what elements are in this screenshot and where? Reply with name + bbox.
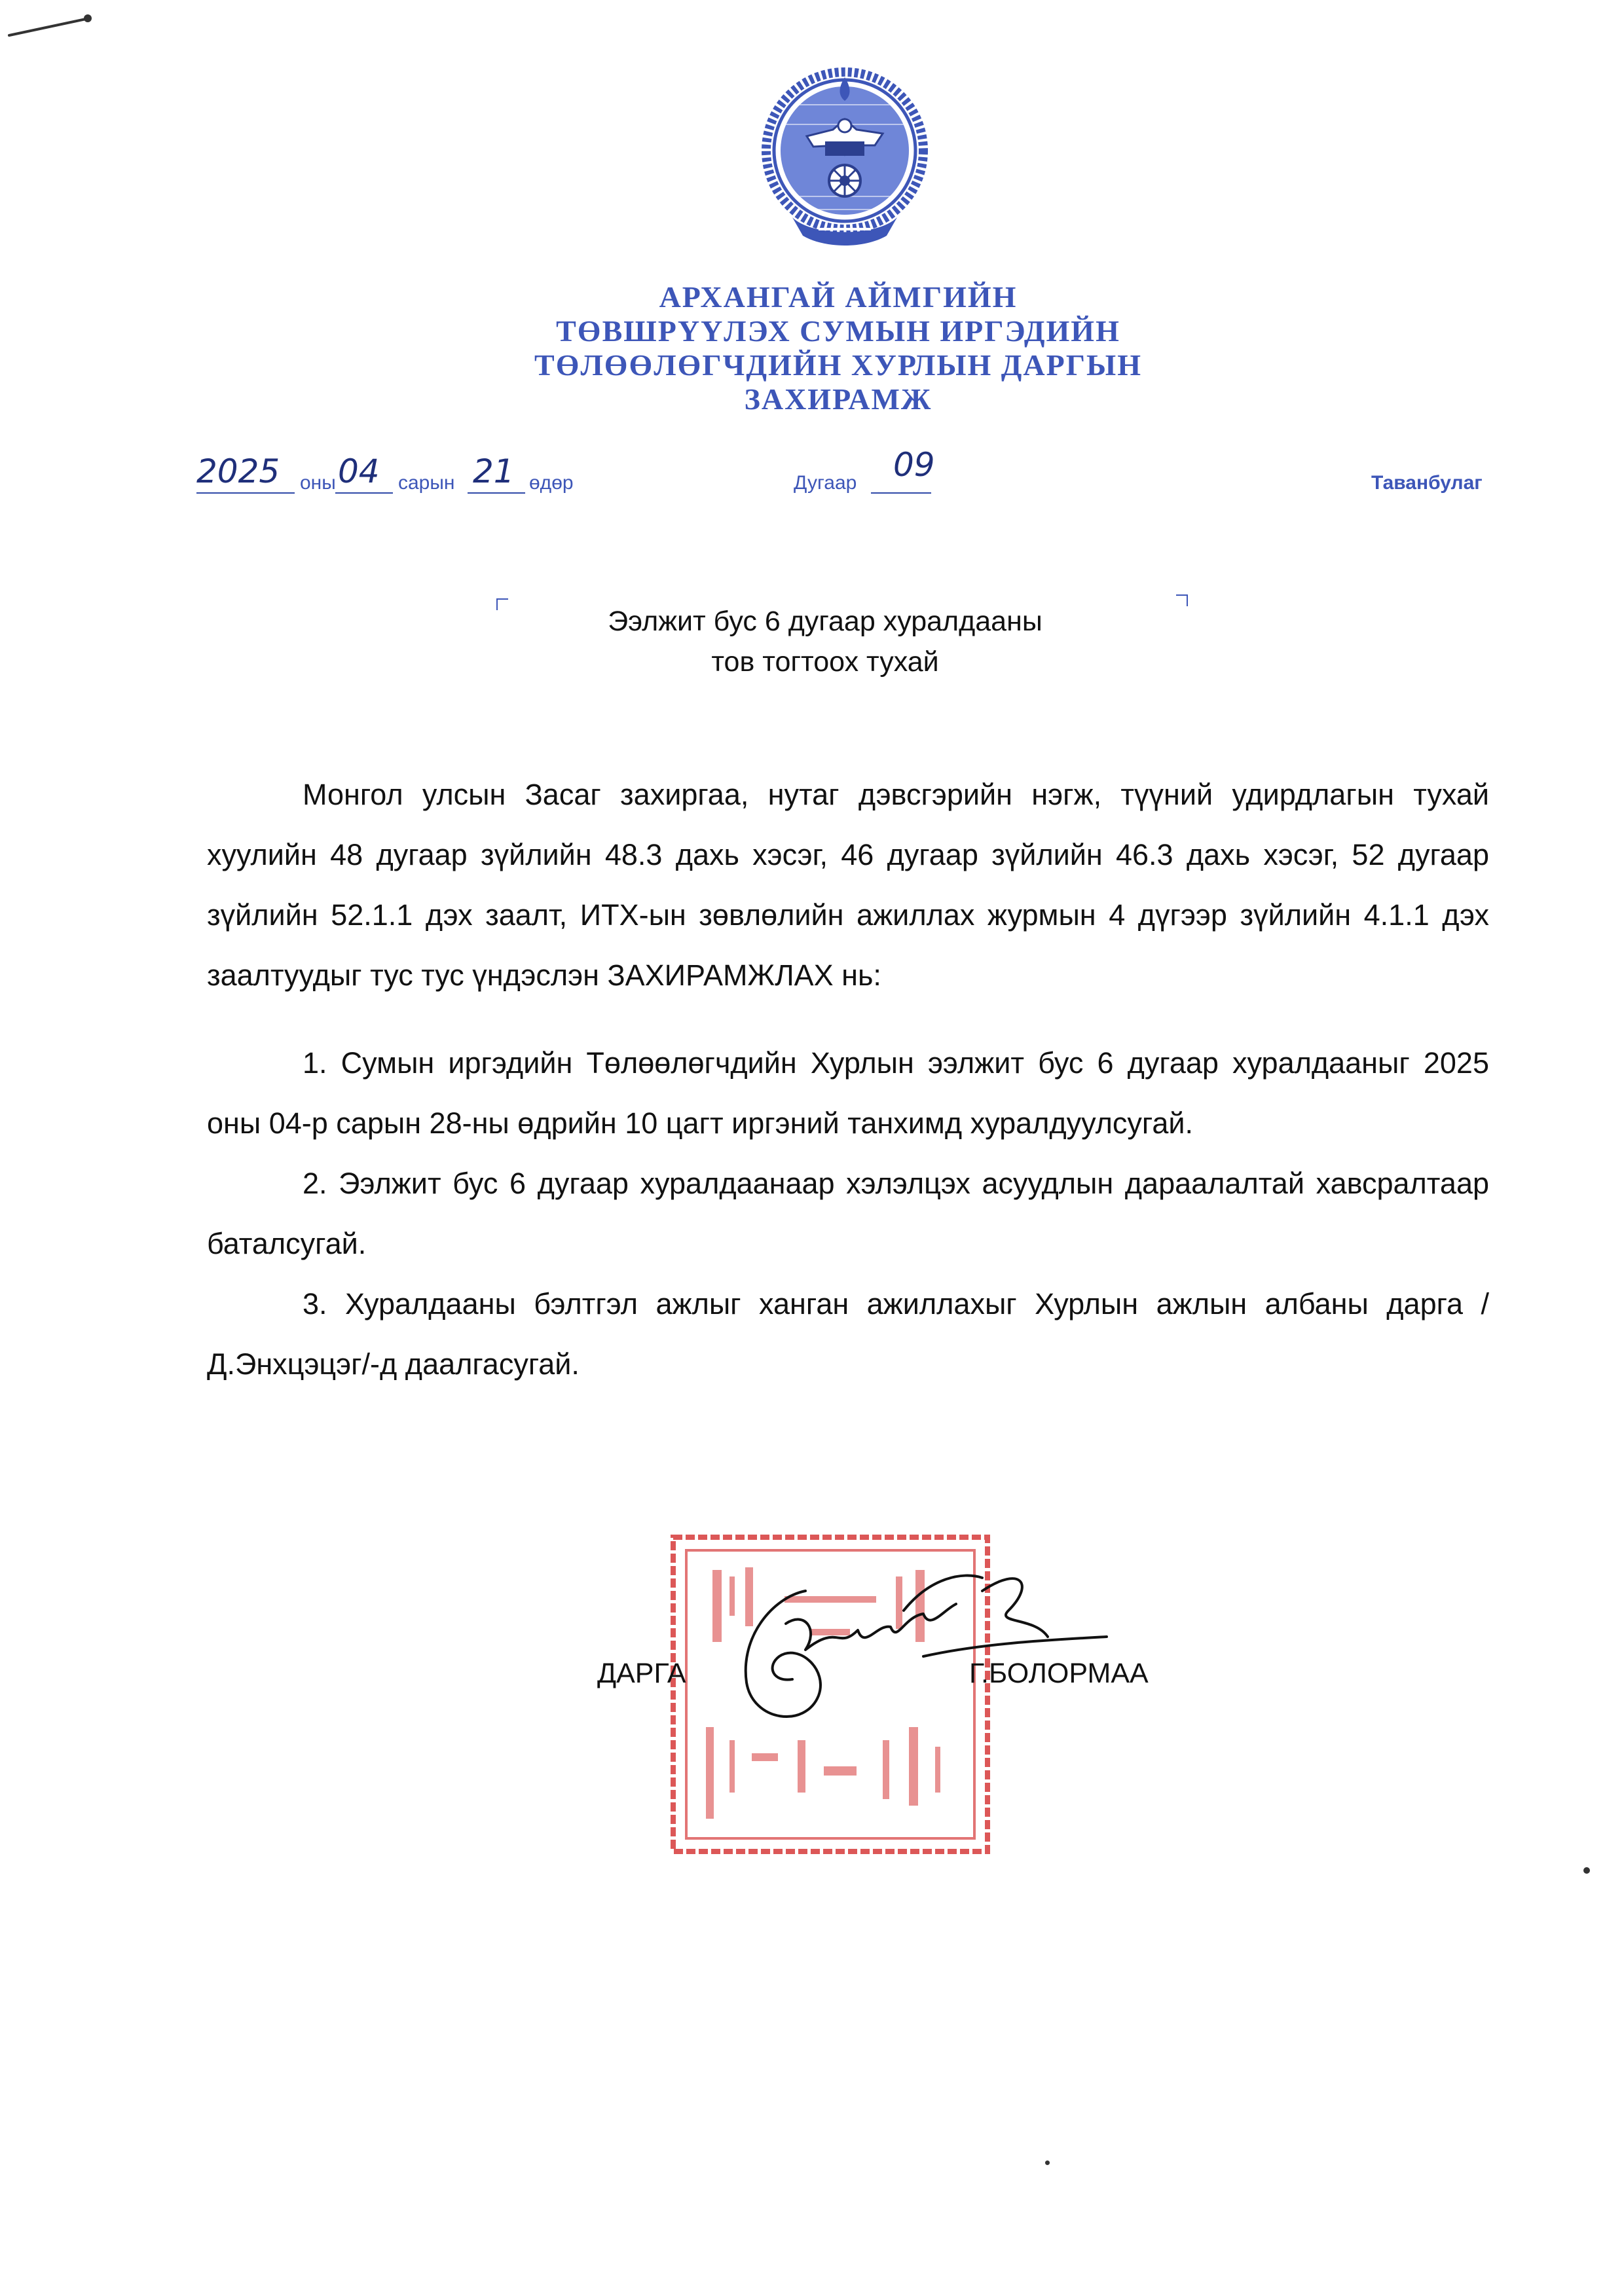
underline <box>196 492 295 494</box>
preamble-paragraph: Монгол улсын Засаг захиргаа, нутаг дэвсгэрийн нэгж, түүний удирдлагын тухай хуулийн 48 дугаар зүйлийн 48.3 дахь хэсэг, 46 дугаар зүйлийн 46.3 дахь хэсэг, 52 дугаар зүйлийн 52.1.1 дэх заалт, ИТХ-ын зөвлөлийн ажиллах журмын 4 дүгээр зүйлийн 4.1.1 дэх заалтуудыг тус тус үндэслэн ЗАХИРАМЖЛАХ нь: <box>207 778 1489 992</box>
scan-speck <box>1583 1867 1590 1874</box>
date-year-label: оны <box>300 472 336 494</box>
decree-title <box>524 601 1126 682</box>
date-year: 2025 <box>196 452 280 490</box>
date-month: 04 <box>338 452 380 490</box>
date-month-label: сарын <box>398 472 455 494</box>
underline <box>335 492 393 494</box>
org-line-province: АРХАНГАЙ АЙМГИЙН <box>659 280 1018 314</box>
decree-title-line2: тов тогтоох тухай <box>711 646 939 678</box>
place-name: Таванбулаг <box>1371 472 1483 494</box>
decree-title-line1: Ээлжит бус 6 дугаар хуралдааны <box>608 606 1043 637</box>
decree-number: 09 <box>893 446 935 484</box>
scan-artifact-line <box>7 13 92 39</box>
scan-speck <box>1045 2160 1050 2165</box>
decree-item-3: 3. Хуралдааны бэлтгэл ажлыг ханган ажиллахыг Хурлын ажлын албаны дарга /Д.Энхцэцэг/-д даалгасугай. <box>207 1287 1489 1381</box>
mongolia-state-emblem-icon <box>747 65 943 255</box>
underline <box>468 492 525 494</box>
signatory-name: Г.БОЛОРМАА <box>969 1658 1149 1689</box>
date-day-label: өдөр <box>529 472 574 494</box>
date-number-line <box>0 446 1624 504</box>
underline <box>871 492 931 494</box>
decree-body <box>207 765 1489 1006</box>
org-line-council: ТӨЛӨӨЛӨГЧДИЙН ХУРЛЫН ДАРГЫН <box>534 348 1142 382</box>
number-label: Дугаар <box>794 472 857 494</box>
decree-item-1: 1. Сумын иргэдийн Төлөөлөгчдийн Хурлын ээлжит бус 6 дугаар хуралдааныг 2025 оны 04-р сарын 28-ны өдрийн 10 цагт иргэний танхимд хуралдуулсугай. <box>207 1046 1489 1140</box>
title-bracket-right <box>1176 594 1188 606</box>
signatory-title: ДАРГА <box>597 1658 686 1689</box>
handwritten-signature-icon <box>707 1552 1113 1748</box>
decree-items <box>207 1033 1489 1394</box>
decree-item-2: 2. Ээлжит бус 6 дугаар хуралдаанаар хэлэлцэх асуудлын дараалалтай хавсралтаар баталсугай. <box>207 1167 1489 1260</box>
org-line-soum: ТӨВШРҮҮЛЭХ СУМЫН ИРГЭДИЙН <box>556 314 1120 348</box>
organization-header <box>393 280 1283 416</box>
org-line-doc-type: ЗАХИРАМЖ <box>744 382 932 416</box>
title-bracket-left <box>496 598 508 610</box>
date-day: 21 <box>473 452 515 490</box>
